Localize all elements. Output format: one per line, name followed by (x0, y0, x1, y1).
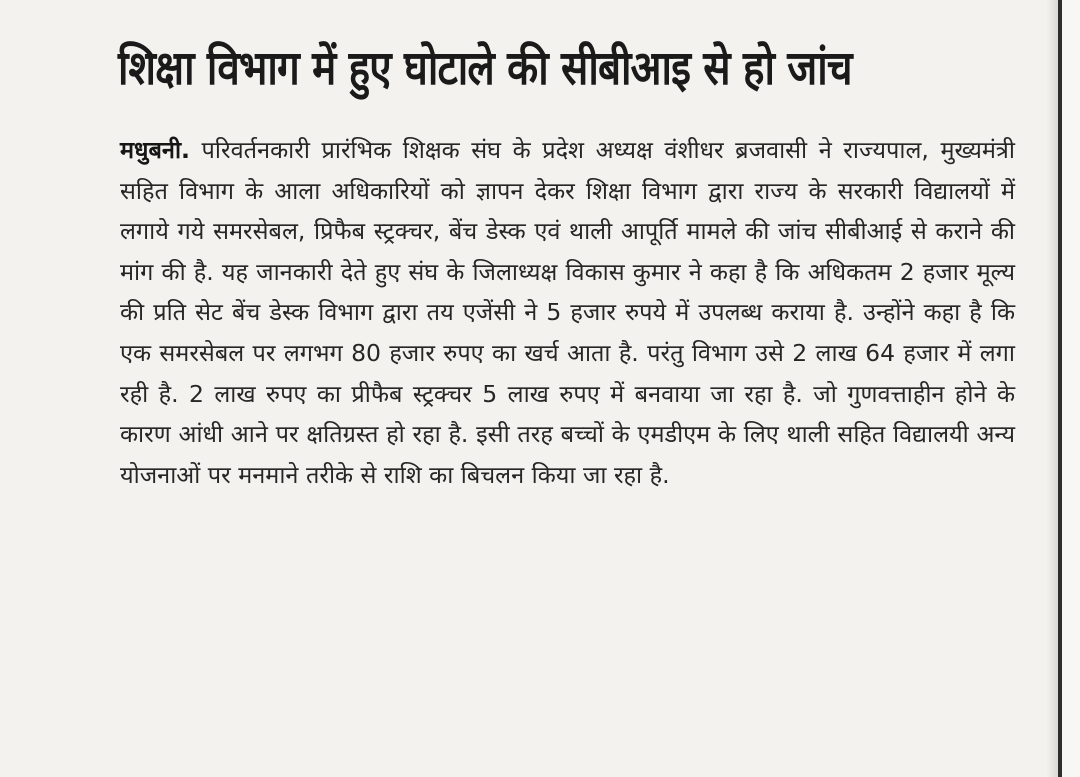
right-margin (1062, 0, 1080, 777)
article-body-text: परिवर्तनकारी प्रारंभिक शिक्षक संघ के प्रदेश अध्यक्ष वंशीधर ब्रजवासी ने राज्यपाल, मुख्यमंत्री सहित विभाग के आला अधिकारियों को ज्ञापन देकर शिक्षा विभाग द्वारा राज्य के सरकारी विद्यालयों में लगाये गये समरसेबल, प्रिफैब स्ट्रक्चर, बेंच डेस्क एवं थाली आपूर्ति मामले की जांच सीबीआई से कराने की मांग की है. यह जानकारी देते हुए संघ के जिलाध्यक्ष विकास कुमार ने कहा है कि अधिकतम 2 हजार मूल्य की प्रति सेट बेंच डेस्क विभाग द्वारा तय एजेंसी ने 5 हजार रुपये में उपलब्ध कराया है. उन्होंने कहा है कि एक समरसेबल पर लगभग 80 हजार रुपए का खर्च आता है. परंतु विभाग उसे 2 लाख 64 हजार में लगा रही है. 2 लाख रुपए का प्रीफैब स्ट्रक्चर 5 लाख रुपए में बनवाया जा रहा है. जो गुणवत्ताहीन होने के कारण आंधी आने पर क्षतिग्रस्त हो रहा है. इसी तरह बच्चों के एमडीएम के लिए थाली सहित विद्यालयी अन्य योजनाओं पर मनमाने तरीके से राशि का बिचलन किया जा रहा है. (120, 136, 1015, 489)
dateline: मधुबनी. (120, 136, 190, 164)
page-edge-shadow (1046, 0, 1058, 777)
headline: शिक्षा विभाग में हुए घोटाले की सीबीआइ से हो जांच (118, 41, 852, 96)
article-body-paragraph (120, 130, 1015, 495)
